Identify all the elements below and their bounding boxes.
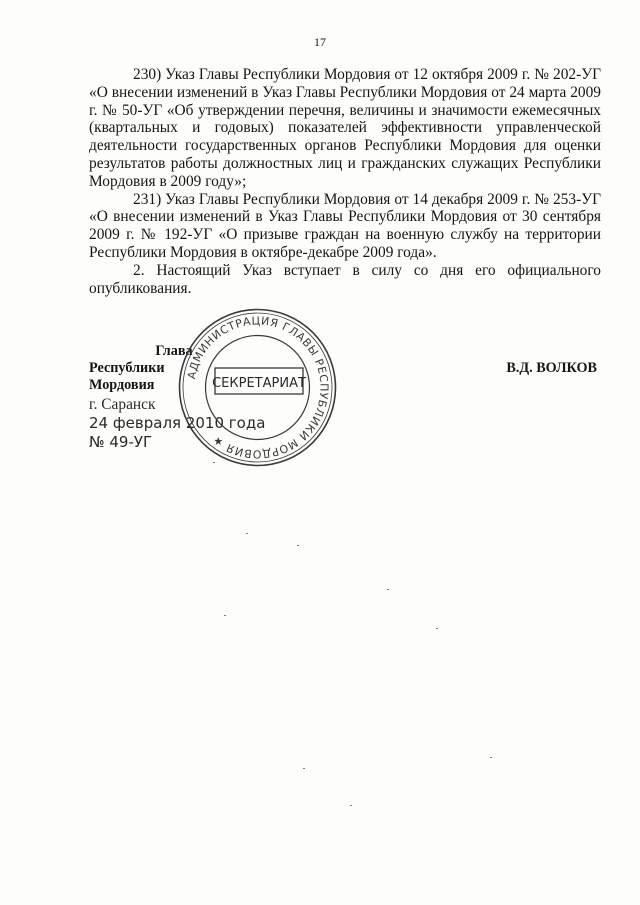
scan-artifact <box>387 589 389 590</box>
scan-artifact <box>213 462 215 463</box>
paragraph-230: 230) Указ Главы Республики Мордовия от 12 октября 2009 г. № 202-УГ «О внесении изменений в Указ Главы Республики Мордовия от 24 марта 2009 г. № 50-УГ «Об утверждении перечня, величины и значимости ежемесячных (квартальных и годовых) показателей эффективности управленческой деятельности государственных органов Республики Мордовия для оценки результатов работы должностных лиц и гражданских служащих Республики Мордовия в 2009 году»; <box>89 66 601 190</box>
signatory-title-line1: Глава <box>155 343 193 359</box>
seal-center-text: СЕКРЕТАРИАТ <box>212 376 306 391</box>
scan-artifact <box>350 805 352 806</box>
scan-artifact <box>246 533 248 534</box>
scan-artifact <box>303 768 305 769</box>
paragraph-effective-date: 2. Настоящий Указ вступает в силу со дня его официального опубликования. <box>89 261 601 297</box>
scan-artifact <box>490 757 492 758</box>
paragraph-231: 231) Указ Главы Республики Мордовия от 14 декабря 2009 г. № 253-УГ «О внесении изменений в Указ Главы Республики Мордовия от 30 сентября 2009 г. № 192-УГ «О призыве граждан на военную службу на территории Республики Мордовия в октябре-декабре 2009 года». <box>89 190 601 261</box>
page-number: 17 <box>314 35 326 49</box>
signatory-name: В.Д. ВОЛКОВ <box>506 360 597 376</box>
seal-ring-text: АДМИНИСТРАЦИЯ ГЛАВЫ РЕСПУБЛИКИ МОРДОВИЯ ★ <box>185 314 331 461</box>
official-seal <box>175 305 340 470</box>
decree-date: 24 февраля 2010 года <box>89 414 266 432</box>
place: г. Саранск <box>89 396 156 413</box>
scan-artifact <box>297 545 299 546</box>
scan-artifact <box>224 615 226 616</box>
document-body <box>89 66 601 297</box>
decree-number: № 49-УГ <box>89 433 153 451</box>
scan-artifact <box>436 628 438 629</box>
signatory-title-line2: Республики Мордовия <box>89 360 165 393</box>
